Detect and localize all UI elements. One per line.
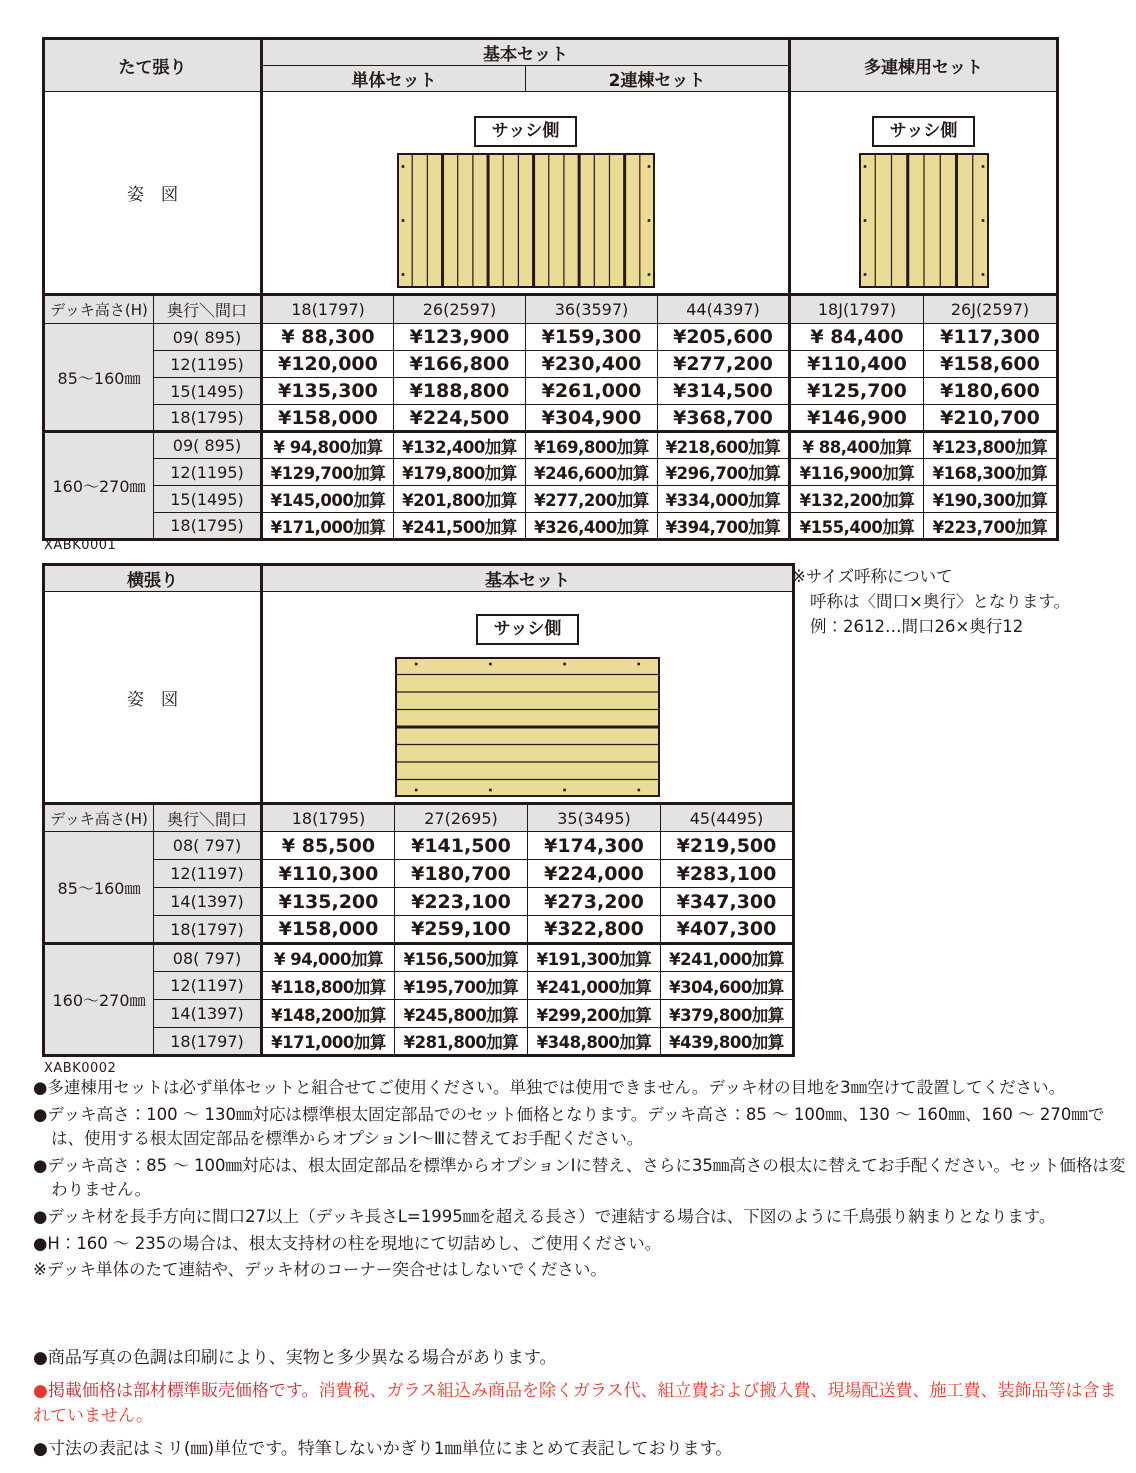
price-cell: ¥201,800加算 [394,486,526,513]
footer-notes [33,1346,1133,1469]
price-cell: ¥394,700加算 [658,513,790,540]
figure-label: 姿 図 [127,689,178,710]
price-cell: ¥116,900加算 [790,459,924,486]
depth-row-header: 09( 895) [154,324,262,351]
price-cell: ¥219,500 [661,832,794,860]
price-cell: ¥195,700加算 [395,972,528,1000]
bullet-icon: ● [33,1206,48,1226]
price-cell: ¥159,300 [526,324,658,351]
figure-label: 姿 図 [127,185,178,205]
depth-row-header: 18(1795) [154,405,262,432]
size-col-header: 35(3495) [528,804,661,832]
price-cell: ¥241,500加算 [394,513,526,540]
price-cell: ¥ 94,800加算 [262,432,394,459]
price-cell: ¥326,400加算 [526,513,658,540]
price-cell: ¥241,000加算 [661,944,794,972]
price-cell: ¥156,500加算 [395,944,528,972]
price-cell: ¥322,800 [528,916,661,944]
depth-row-header: 12(1197) [154,860,262,888]
price-cell: ¥171,000加算 [262,1028,395,1056]
footer-note-price [33,1379,1133,1430]
bullet-icon: ● [33,1233,48,1253]
price-cell: ¥179,800加算 [394,459,526,486]
depth-row-header: 09( 895) [154,432,262,459]
depth-row-header: 18(1797) [154,1028,262,1056]
price-cell: ¥259,100 [395,916,528,944]
price-cell: ¥379,800加算 [661,1000,794,1028]
price-cell: ¥166,800 [394,351,526,378]
price-cell: ¥158,600 [924,351,1058,378]
price-cell: ¥171,000加算 [262,513,394,540]
price-cell: ¥180,600 [924,378,1058,405]
bullet-icon: ● [33,1155,48,1175]
price-cell: ¥439,800加算 [661,1028,794,1056]
price-cell: ¥230,400 [526,351,658,378]
table1-group-double: 2連棟セット [526,66,790,92]
price-table-vertical-planking [42,37,1059,541]
price-cell: ¥224,500 [394,405,526,432]
price-cell: ¥241,000加算 [528,972,661,1000]
price-cell: ¥125,700 [790,378,924,405]
size-col-header: 18(1797) [262,295,394,324]
note-text: デッキ高さ：85 ～ 100㎜対応は、根太固定部品を標準からオプションⅠに替え、さらに35㎜高さの根太に替えてお手配ください。セット価格は変わりません。 [47,1155,1126,1199]
price-cell: ¥245,800加算 [395,1000,528,1028]
price-cell: ¥ 84,400 [790,324,924,351]
price-cell: ¥304,900 [526,405,658,432]
price-cell: ¥188,800 [394,378,526,405]
price-cell: ¥132,200加算 [790,486,924,513]
sash-side-label: サッシ側 [474,116,578,147]
footer-note-dimension [33,1437,1133,1463]
bullet-icon: ● [33,1104,48,1124]
price-cell: ¥223,700加算 [924,513,1058,540]
size-naming-note [792,565,1070,639]
table1-title: たて張り [44,39,262,92]
price-cell: ¥ 94,000加算 [262,944,395,972]
note-text: デッキ単体のたて連結や、デッキ材のコーナー突合せはしないでください。 [46,1260,607,1280]
price-cell: ¥129,700加算 [262,459,394,486]
footer-note-price-lead: 掲載価格は部材標準販売価格です。 [47,1380,319,1401]
table2-code: XABK0002 [44,1061,117,1076]
table1-group-multi: 多連棟用セット [790,39,1058,92]
col-header-deck-height: デッキ高さ(H) [44,804,154,832]
price-cell: ¥283,100 [661,860,794,888]
sash-side-label: サッシ側 [476,614,580,645]
price-cell: ¥120,000 [262,351,394,378]
note-item [33,1103,1133,1151]
table2-group-basic: 基本セット [262,565,794,592]
price-cell: ¥146,900 [790,405,924,432]
size-col-header: 18(1795) [262,804,395,832]
table1-code: XABK0001 [44,538,117,553]
depth-row-header: 14(1397) [154,888,262,916]
size-col-header: 26(2597) [394,295,526,324]
table1-group-single: 単体セット [262,66,526,92]
price-cell: ¥210,700 [924,405,1058,432]
price-cell: ¥123,800加算 [924,432,1058,459]
price-cell: ¥368,700 [658,405,790,432]
price-cell: ¥158,000 [262,405,394,432]
deck-diagram-horizontal [395,657,660,797]
price-cell: ¥145,000加算 [262,486,394,513]
table2-title: 横張り [44,565,262,592]
price-cell: ¥281,800加算 [395,1028,528,1056]
size-col-header: 44(4397) [658,295,790,324]
price-cell: ¥118,800加算 [262,972,395,1000]
price-cell: ¥123,900 [394,324,526,351]
price-cell: ¥205,600 [658,324,790,351]
price-cell: ¥223,100 [395,888,528,916]
price-cell: ¥169,800加算 [526,432,658,459]
note-text: デッキ材を長手方向に間口27以上（デッキ長さL=1995㎜を超える長さ）で連結する場合は、下図のように千鳥張り納まりとなります。 [47,1206,1056,1226]
footer-note-price-rest: 消費税、ガラス組込み商品を除くガラス代、組立費および搬入費、現場配送費、施工費、装飾品等は含まれていません。 [33,1380,1117,1426]
price-cell: ¥117,300 [924,324,1058,351]
depth-row-header: 15(1495) [154,378,262,405]
price-cell: ¥273,200 [528,888,661,916]
price-cell: ¥296,700加算 [658,459,790,486]
table1-group-basic: 基本セット [262,39,790,66]
col-header-deck-height: デッキ高さ(H) [44,295,154,324]
price-cell: ¥299,200加算 [528,1000,661,1028]
price-cell: ¥261,000 [526,378,658,405]
note-item [33,1232,1133,1256]
deck-diagram-multi-vertical [859,153,989,288]
price-cell: ¥191,300加算 [528,944,661,972]
note-item [33,1154,1133,1202]
price-cell: ¥407,300 [661,916,794,944]
size-col-header: 36(3597) [526,295,658,324]
bullet-icon: ● [33,1078,48,1097]
section-height-label: 160～270㎜ [44,432,154,540]
price-cell: ¥347,300 [661,888,794,916]
note-text: 多連棟用セットは必ず単体セットと組合せてご使用ください。単独では使用できません。デッキ材の目地を3㎜空けて設置してください。 [47,1078,1066,1097]
price-table-horizontal-planking [42,563,795,1057]
price-cell: ¥304,600加算 [661,972,794,1000]
price-cell: ¥158,000 [262,916,395,944]
price-cell: ¥314,500 [658,378,790,405]
bullet-icon: ● [33,1380,48,1401]
price-cell: ¥148,200加算 [262,1000,395,1028]
price-cell: ¥334,000加算 [658,486,790,513]
size-note-line2: 呼称は〈間口×奥行〉となります。 [810,591,1071,611]
bullet-icon: ● [33,1438,48,1459]
depth-row-header: 12(1195) [154,459,262,486]
price-cell: ¥135,300 [262,378,394,405]
figure-basic-cell [262,592,794,804]
note-item [33,1205,1133,1229]
depth-row-header: 14(1397) [154,1000,262,1028]
price-cell: ¥224,000 [528,860,661,888]
figure-basic-cell [262,92,790,295]
price-cell: ¥141,500 [395,832,528,860]
depth-row-header: 08( 797) [154,944,262,972]
price-cell: ¥218,600加算 [658,432,790,459]
deck-diagram-basic-vertical [397,153,655,288]
figure-label-cell [44,92,262,295]
depth-row-header: 18(1795) [154,513,262,540]
price-cell: ¥132,400加算 [394,432,526,459]
price-cell: ¥277,200 [658,351,790,378]
note-item [33,1258,1133,1282]
footer-note-text: 寸法の表記はミリ(㎜)単位です。特筆しないかぎり1㎜単位にまとめて表記しております。 [47,1438,733,1459]
size-col-header: 26J(2597) [924,295,1058,324]
footer-note-photo [33,1346,1133,1372]
depth-row-header: 15(1495) [154,486,262,513]
size-note-line3: 例：2612…間口26×奥行12 [810,616,1024,636]
size-col-header: 18J(1797) [790,295,924,324]
section-height-label: 85～160㎜ [44,324,154,432]
price-cell: ¥135,200 [262,888,395,916]
price-cell: ¥348,800加算 [528,1028,661,1056]
depth-row-header: 18(1797) [154,916,262,944]
price-cell: ¥ 88,400加算 [790,432,924,459]
price-cell: ¥ 88,300 [262,324,394,351]
size-col-header: 45(4495) [661,804,794,832]
footer-note-text: 商品写真の色調は印刷により、実物と多少異なる場合があります。 [47,1348,557,1368]
price-cell: ¥180,700 [395,860,528,888]
section-height-label: 160～270㎜ [44,944,154,1056]
figure-multi-cell [790,92,1058,295]
price-cell: ¥277,200加算 [526,486,658,513]
price-cell: ¥246,600加算 [526,459,658,486]
depth-row-header: 08( 797) [154,832,262,860]
price-cell: ¥190,300加算 [924,486,1058,513]
section-height-label: 85～160㎜ [44,832,154,944]
sash-side-label: サッシ側 [872,116,976,147]
depth-row-header: 12(1195) [154,351,262,378]
size-col-header: 27(2695) [395,804,528,832]
col-header-depth-width: 奥行＼間口 [154,295,262,324]
notes-list [33,1076,1133,1285]
price-cell: ¥ 85,500 [262,832,395,860]
price-cell: ¥168,300加算 [924,459,1058,486]
size-note-line1: ※サイズ呼称について [792,567,953,586]
figure-label-cell [44,592,262,804]
price-cell: ¥174,300 [528,832,661,860]
depth-row-header: 12(1197) [154,972,262,1000]
col-header-depth-width: 奥行＼間口 [154,804,262,832]
bullet-icon: ● [33,1348,48,1368]
note-text: デッキ高さ：100 ～ 130㎜対応は標準根太固定部品でのセット価格となります。デッキ高さ：85 ～ 100㎜、130 ～ 160㎜、160 ～ 270㎜では、使用する根太固定部品を標準からオプションⅠ～Ⅲに替えてお手配ください。 [47,1104,1105,1148]
price-cell: ¥155,400加算 [790,513,924,540]
price-cell: ¥110,400 [790,351,924,378]
asterisk-icon: ※ [33,1260,47,1280]
note-item [33,1076,1133,1100]
note-text: H：160 ～ 235の場合は、根太支持材の柱を現地にて切詰めし、ご使用ください。 [47,1233,662,1253]
price-cell: ¥110,300 [262,860,395,888]
